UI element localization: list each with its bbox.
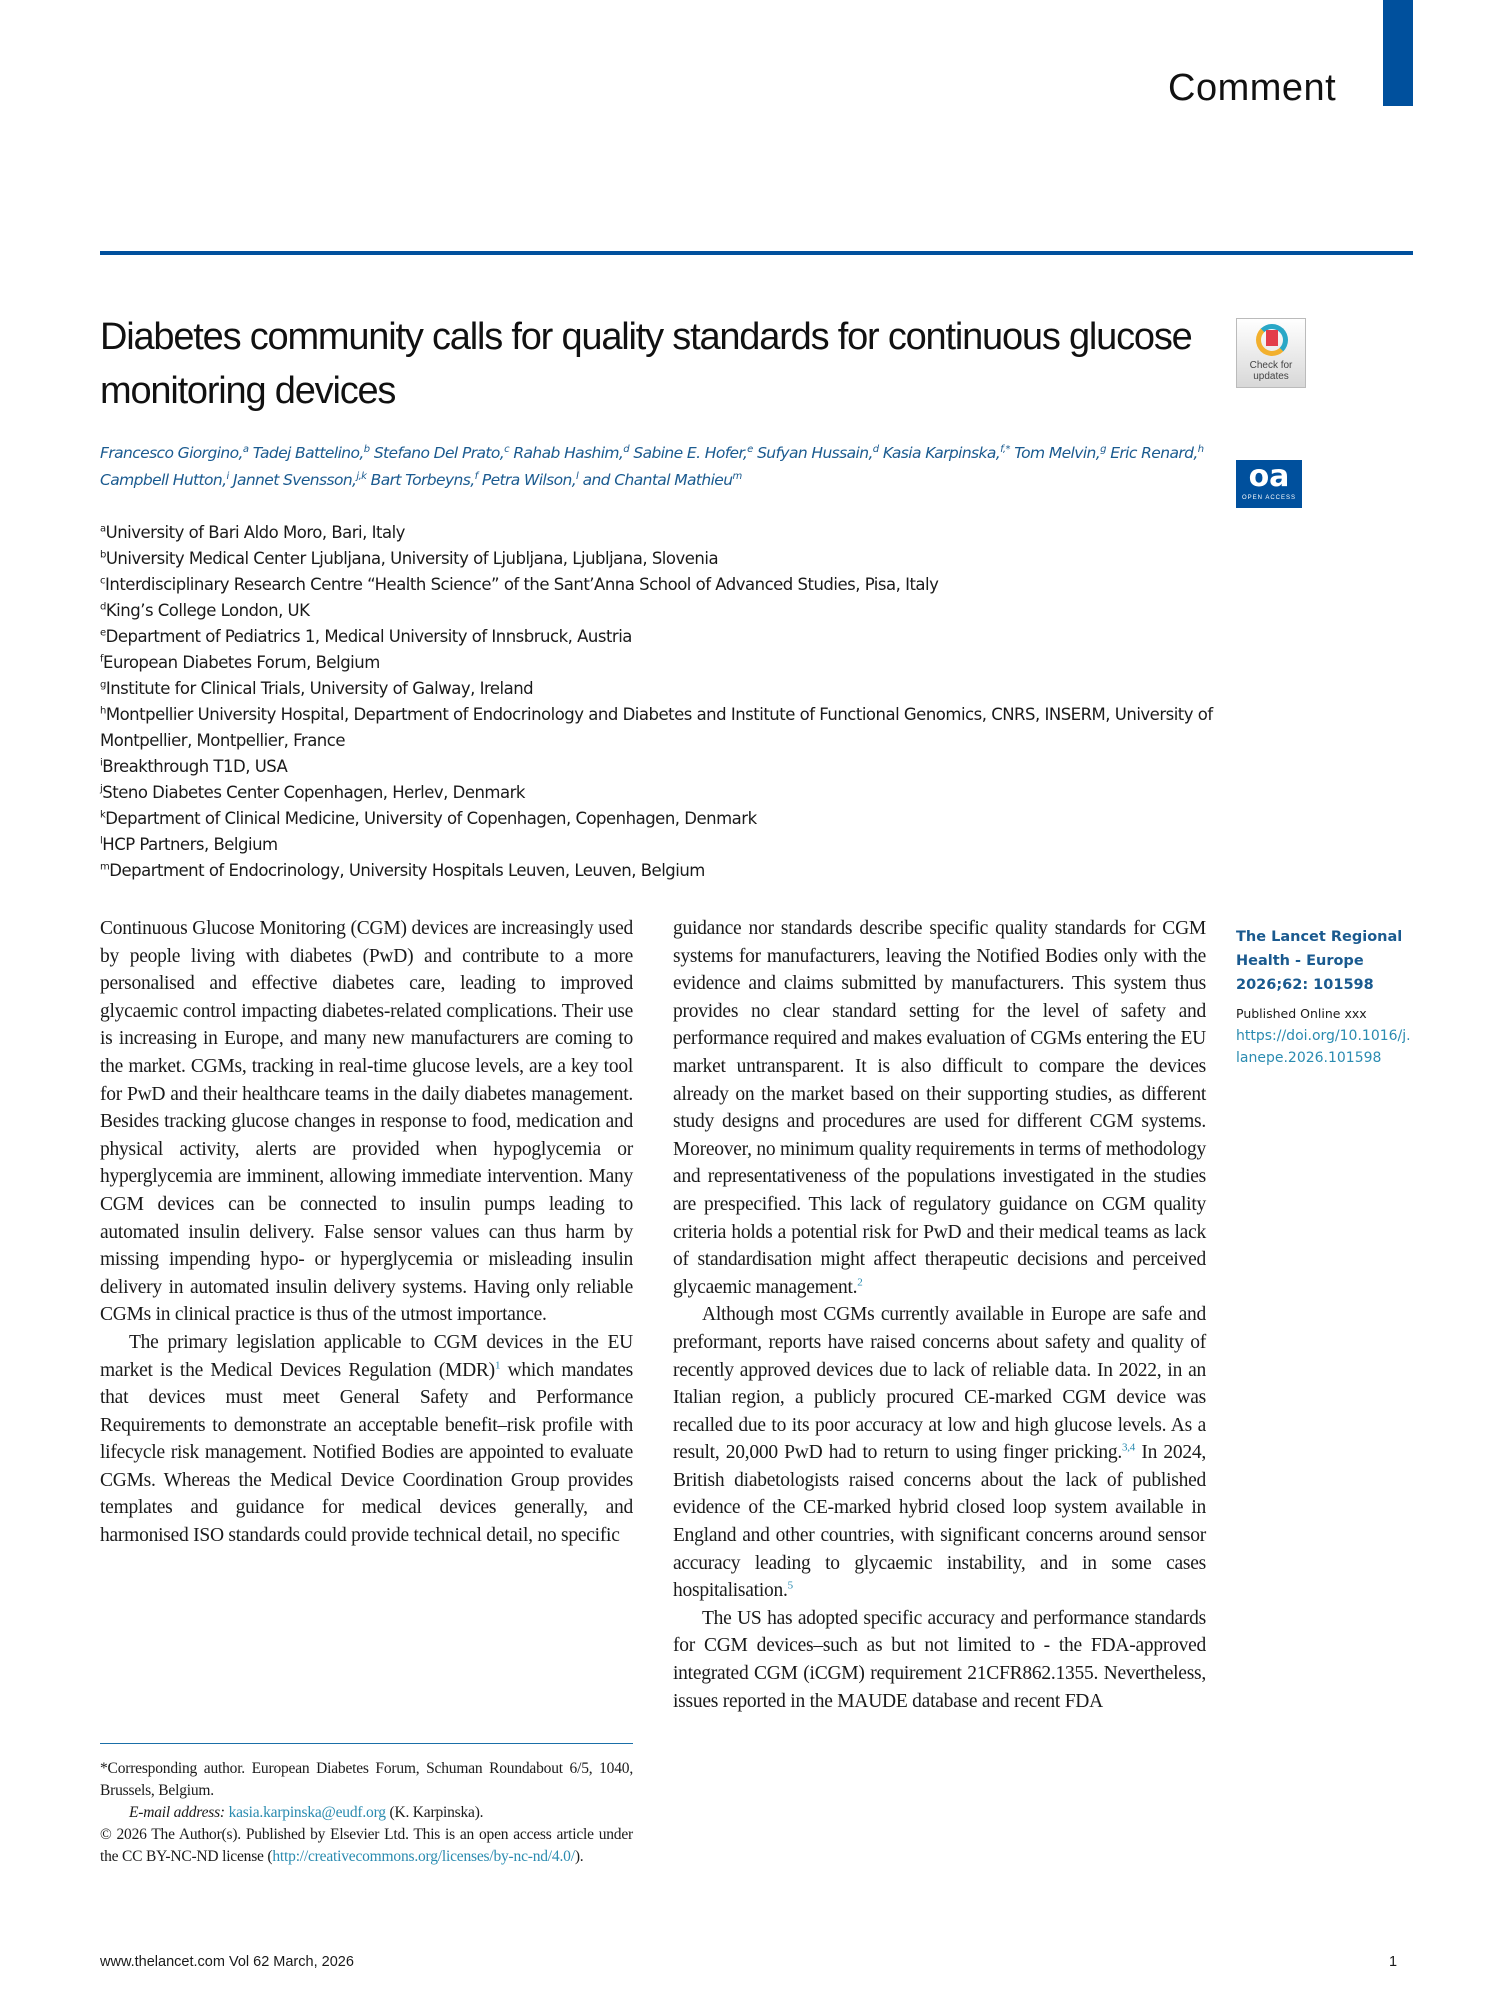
affiliation-key: j — [100, 783, 103, 795]
affiliation-key: l — [100, 835, 103, 847]
affiliation-text: European Diabetes Forum, Belgium — [103, 653, 380, 672]
body-column-right — [673, 915, 1206, 1715]
affiliation-key: m — [100, 861, 110, 873]
author-name: Rahab Hashim, — [513, 444, 624, 462]
author-affiliation-marker: c — [504, 443, 509, 455]
affiliation-item — [100, 520, 1230, 546]
paragraph — [673, 915, 1206, 1301]
author-name: Eric Renard, — [1110, 444, 1198, 462]
author-affiliation-marker: h — [1197, 443, 1204, 455]
author-name: Campbell Hutton, — [100, 471, 227, 489]
email-line — [100, 1802, 633, 1824]
affiliation-key: k — [100, 809, 106, 821]
published-online: Published Online xxx — [1236, 1006, 1367, 1021]
license-line — [100, 1824, 633, 1868]
affiliation-list — [100, 520, 1230, 884]
author-name: Tom Melvin, — [1014, 444, 1101, 462]
doi-link[interactable]: https://doi.org/10.1016/j.lanepe.2026.101598 — [1236, 1028, 1411, 1066]
affiliation-item — [100, 806, 1230, 832]
author-affiliation-marker: m — [732, 470, 742, 482]
reference-link[interactable]: 3,4 — [1122, 1441, 1136, 1454]
affiliation-text: Department of Clinical Medicine, University of Copenhagen, Copenhagen, Denmark — [105, 809, 757, 828]
paragraph-text: Although most CGMs currently available in Europe are safe and preformant, reports have raised concerns about safety and quality of recently approved devices due to lack of reliable data. In 2022, in an Italian region, a publicly procured CE-marked CGM device was recalled due to its poor accuracy at low and high glucose levels. As a result, 20,000 PwD had to return to using finger pricking. — [673, 1304, 1206, 1464]
author-affiliation-marker: a — [242, 443, 249, 455]
affiliation-text: Department of Pediatrics 1, Medical University of Innsbruck, Austria — [105, 627, 632, 646]
email-link[interactable]: kasia.karpinska@eudf.org — [228, 1804, 386, 1821]
reference-link[interactable]: 5 — [787, 1579, 793, 1592]
affiliation-key: e — [100, 627, 106, 639]
affiliation-item — [100, 572, 1230, 598]
affiliation-item — [100, 546, 1230, 572]
paragraph-text: In 2024, British diabetologists raised concerns about the lack of published evidence of the CE-marked hybrid closed loop system available in England and other countries, with significant concerns around sensor accuracy leading to glycaemic instability, and in some cases hospitalisation. — [673, 1442, 1207, 1602]
affiliation-text: King’s College London, UK — [105, 601, 310, 620]
author-affiliation-marker: e — [747, 443, 753, 455]
paragraph-text: which mandates that devices must meet General Safety and Performance Requirements to demonstrate an acceptable benefit–risk profile with lifecycle risk management. Notified Bodies are appointed to evaluate CGMs. Whereas the Medical Device Coordination Group provides templates and guidance for medical devices generally, and harmonised ISO standards could provide technical detail, no specific — [100, 1359, 633, 1547]
check-for-updates-button[interactable] — [1236, 318, 1306, 388]
author-list — [100, 440, 1220, 494]
affiliation-text: Interdisciplinary Research Centre “Health Science” of the Sant’Anna School of Advanced Studies, Pisa, Italy — [105, 575, 939, 594]
author-affiliation-marker: i — [226, 470, 229, 482]
section-color-tab — [1383, 0, 1413, 106]
footer-journal-info: www.thelancet.com Vol 62 March, 2026 — [100, 1954, 354, 1970]
author-affiliation-marker: b — [363, 443, 370, 455]
affiliation-key: a — [100, 523, 106, 535]
check-updates-line2: updates — [1253, 371, 1289, 382]
paragraph — [100, 1329, 633, 1550]
license-text-end: ). — [574, 1848, 584, 1865]
affiliation-key: d — [100, 601, 106, 613]
affiliation-item — [100, 754, 1230, 780]
open-access-label: OPEN ACCESS — [1241, 495, 1296, 501]
affiliation-item — [100, 650, 1230, 676]
affiliation-key: b — [100, 549, 106, 561]
affiliation-text: Steno Diabetes Center Copenhagen, Herlev, Denmark — [102, 783, 525, 802]
affiliation-item — [100, 832, 1230, 858]
footnote — [100, 1758, 633, 1868]
author-affiliation-marker: d — [872, 443, 879, 455]
affiliation-item — [100, 702, 1230, 754]
affiliation-text: Breakthrough T1D, USA — [102, 757, 288, 776]
author-affiliation-marker: f,* — [1000, 443, 1010, 455]
check-updates-label — [1237, 360, 1305, 382]
affiliation-text: University Medical Center Ljubljana, University of Ljubljana, Ljubljana, Slovenia — [105, 549, 719, 568]
author-affiliation-marker: f — [474, 470, 478, 482]
author-affiliation-marker: d — [623, 443, 630, 455]
article-title: Diabetes community calls for quality standards for continuous glucose monitoring devices — [100, 316, 1192, 412]
paragraph — [673, 1301, 1206, 1605]
open-access-badge — [1236, 460, 1302, 508]
check-updates-line1: Check for — [1249, 360, 1293, 371]
author-name: Jannet Svensson, — [232, 471, 357, 489]
author-name: Tadej Battelino, — [252, 444, 364, 462]
reference-link[interactable]: 2 — [857, 1276, 863, 1289]
affiliation-item — [100, 624, 1230, 650]
email-label: E-mail address: — [129, 1804, 225, 1821]
section-label: Comment — [1168, 67, 1337, 109]
affiliation-text: HCP Partners, Belgium — [102, 835, 278, 854]
affiliation-item — [100, 780, 1230, 806]
author-name: Petra Wilson, — [481, 471, 577, 489]
open-access-icon: oa — [1248, 460, 1290, 494]
reference-link[interactable]: 1 — [494, 1359, 501, 1371]
author-name: Sabine E. Hofer, — [633, 444, 748, 462]
bookmark-icon — [1266, 330, 1278, 346]
affiliation-item — [100, 598, 1230, 624]
affiliation-text: Institute for Clinical Trials, University of Galway, Ireland — [105, 679, 534, 698]
paragraph: Continuous Glucose Monitoring (CGM) devices are increasingly used by people living with diabetes (PwD) and contribute to a more personalised and effective diabetes care, leading to improved glycaemic control impacting diabetes-related complications. Their use is increasing in Europe, and many new manufacturers are coming to the market. CGMs, tracking in real-time glucose levels, are a key tool for PwD and their healthcare teams in the daily diabetes management. Besides tracking glucose changes in response to food, medication and physical activity, alerts are provided when hypoglycemia or hyperglycemia are imminent, allowing immediate intervention. Many CGM devices can be connected to insulin pumps leading to automated insulin delivery. False sensor values can thus harm by missing impending hypo- or hyperglycemia or misleading insulin delivery in automated insulin delivery systems. Having only reliable CGMs in clinical practice is thus of the utmost importance. — [100, 918, 633, 1326]
affiliation-key: f — [100, 653, 104, 665]
author-name: Kasia Karpinska, — [882, 444, 1001, 462]
author-affiliation-marker: j,k — [356, 470, 367, 482]
journal-sidebar — [1236, 925, 1411, 1069]
affiliation-key: g — [100, 679, 106, 691]
affiliation-key: c — [100, 575, 105, 587]
author-name: Stefano Del Prato, — [373, 444, 505, 462]
author-affiliation-marker: g — [1100, 443, 1106, 455]
affiliation-text: University of Bari Aldo Moro, Bari, Italy — [105, 523, 405, 542]
affiliation-key: h — [100, 705, 106, 717]
journal-name-line1: The Lancet Regional — [1236, 929, 1403, 945]
affiliation-text: Montpellier University Hospital, Department of Endocrinology and Diabetes and Institute of Functional Genomics, CNRS, INSERM, University of Montpellier, Montpellier, France — [100, 705, 1213, 750]
author-name: Francesco Giorgino, — [100, 444, 243, 462]
header-rule — [100, 251, 1413, 255]
author-name: and Chantal Mathieu — [582, 471, 733, 489]
journal-citation: 2026;62: 101598 — [1236, 977, 1374, 993]
footnote-rule — [100, 1743, 633, 1744]
email-suffix: (K. Karpinska). — [385, 1804, 484, 1821]
corresponding-author: *Corresponding author. European Diabetes Forum, Schuman Roundabout 6/5, 1040, Brussels, Belgium. — [100, 1760, 633, 1799]
paragraph-text: guidance nor standards describe specific quality standards for CGM systems for manufacturers, leaving the Notified Bodies only with the evidence and claims submitted by manufacturers. This system thus provides no clear standard setting for the level of safety and performance required and makes evaluation of CGMs entering the EU market untransparent. It is also difficult to compare the devices already on the market based on their supporting studies, as different study designs and procedures are used for different CGM systems. Moreover, no minimum quality requirements in terms of methodology and representativeness of the populations investigated in the studies are prespecified. This lack of regulatory guidance on CGM quality criteria holds a potential risk for PwD and their medical teams as lack of standardisation might affect therapeutic decisions and perceived glycaemic management. — [673, 918, 1206, 1298]
author-name: Bart Torbeyns, — [370, 471, 475, 489]
affiliation-item — [100, 858, 1230, 884]
license-link[interactable]: http://creativecommons.org/licenses/by-nc-nd/4.0/ — [272, 1848, 575, 1865]
affiliation-key: i — [100, 757, 103, 769]
journal-name-line2: Health - Europe — [1236, 953, 1364, 969]
paragraph: The US has adopted specific accuracy and performance standards for CGM devices–such as but not limited to - the FDA-approved integrated CGM (iCGM) requirement 21CFR862.1355. Nevertheless, issues reported in the MAUDE database and recent FDA — [673, 1607, 1206, 1712]
license-text: © 2026 The Author(s). Published by Elsevier Ltd. This is an open access article under the CC BY-NC-ND license ( — [100, 1826, 633, 1865]
author-name: Sufyan Hussain, — [757, 444, 873, 462]
author-affiliation-marker: l — [576, 470, 579, 482]
affiliation-item — [100, 676, 1230, 702]
body-column-left — [100, 915, 633, 1550]
page-number: 1 — [1389, 1954, 1398, 1970]
affiliation-text: Department of Endocrinology, University Hospitals Leuven, Leuven, Belgium — [109, 861, 705, 880]
paragraph-text: The primary legislation applicable to CGM devices in the EU market is the Medical Devices Regulation (MDR) — [100, 1331, 633, 1381]
journal-name — [1236, 925, 1411, 997]
